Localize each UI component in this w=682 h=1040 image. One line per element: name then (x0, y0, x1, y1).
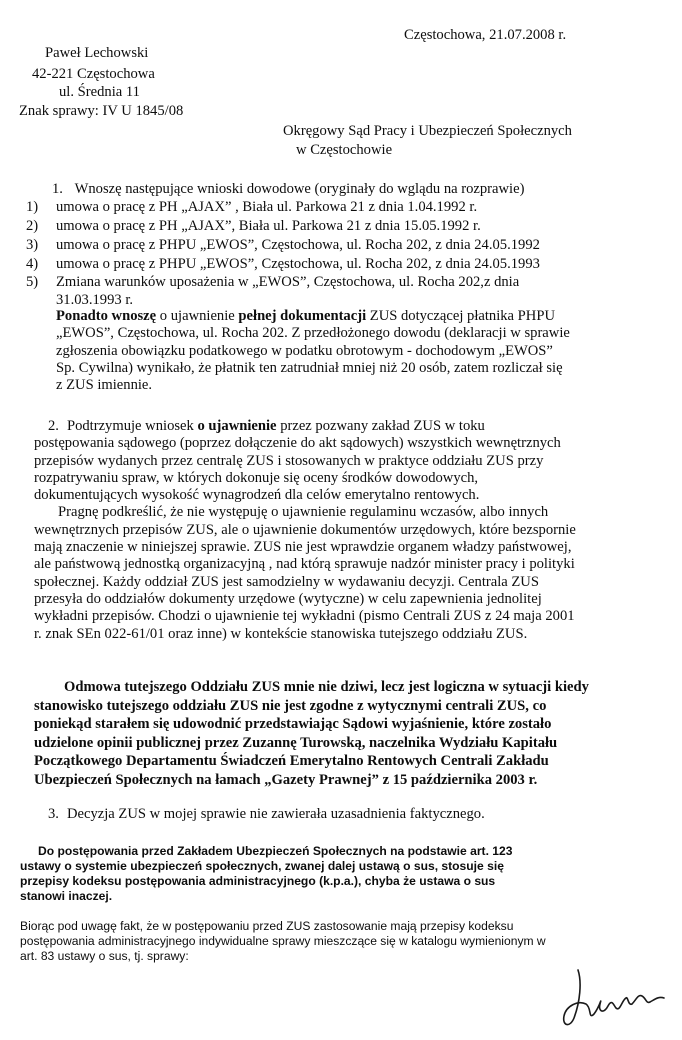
list-item-number: 1) (26, 199, 39, 215)
list-item: umowa o pracę z PHPU „EWOS”, Częstochowa, ul. Rocha 202, z dnia 24.05.1993 (56, 256, 540, 272)
section-3-paragraph (48, 806, 485, 823)
section-1-number: 1. (52, 181, 63, 197)
list-item: umowa o pracę z PH „AJAX” , Biała ul. Parkowa 21 z dnia 1.04.1992 r. (56, 199, 478, 215)
list-item-number: 3) (26, 237, 39, 253)
paragraph-line: dokumentujących wysokość wynagrodzeń dla celów emerytalno rentowych. (34, 487, 480, 504)
zus-refusal-paragraph (34, 678, 589, 790)
handwritten-signature (556, 962, 676, 1034)
paragraph-line: Biorąc pod uwagę fakt, że w postępowaniu przed ZUS zastosowanie mają przepisy kodeksu (20, 919, 514, 933)
text-run: o ujawnienie (156, 308, 239, 324)
paragraph-line: stanowisko tutejszego oddziału ZUS nie jest zgodne z wytycznymi centrali ZUS, co (34, 697, 547, 714)
paragraph-line: zgłoszenia obowiązku podatkowego w podatku obrotowym - dochodowym „EWOS” (56, 342, 553, 359)
paragraph-line: wewnętrznych przepisów ZUS, ale o ujawnienie dokumentów urzędowych, które bezspornie (34, 521, 576, 538)
paragraph-line: z ZUS imiennie. (56, 377, 153, 394)
court-city: w Częstochowie (296, 142, 393, 158)
sender-postcode-city: 42-221 Częstochowa (32, 66, 155, 82)
section-2-paragraph (34, 418, 576, 643)
paragraph-line: postępowania sądowego (poprzez dołączenie do akt sądowych) wszystkich wewnętrznych (34, 435, 561, 452)
document-date: Częstochowa, 21.07.2008 r. (404, 27, 567, 43)
section-3-text: Decyzja ZUS w mojej sprawie nie zawierała uzasadnienia faktycznego. (66, 806, 485, 822)
list-item: umowa o pracę z PHPU „EWOS”, Częstochowa, ul. Rocha 202, z dnia 24.05.1992 (56, 237, 540, 253)
legal-basis-quote (20, 844, 512, 904)
sender-name: Paweł Lechowski (45, 45, 149, 61)
quote-line: Do postępowania przed Zakładem Ubezpieczeń Społecznych na podstawie art. 123 (38, 844, 513, 858)
case-reference: Znak sprawy: IV U 1845/08 (19, 103, 184, 119)
list-item-number: 2) (26, 218, 39, 234)
quote-line: ustawy o systemie ubezpieczeń społecznych, zwanej dalej ustawą o sus, stosuje się (20, 859, 504, 873)
quote-line: stanowi inaczej. (20, 889, 113, 903)
paragraph-line: Sp. Cywilna) wynikało, że płatnik ten zatrudniał mniej niż 20 osób, zatem rozliczał się (56, 359, 563, 376)
paragraph-line: Ubezpieczeń Społecznych na łamach „Gazety Prawnej” z 15 października 2003 r. (34, 771, 538, 788)
paragraph-line: postępowania administracyjnego indywidualne sprawy mieszczące się w katalogu wymienionym w (20, 934, 546, 948)
full-documentation-emphasis: pełnej dokumentacji (238, 308, 367, 324)
paragraph-line: poniekąd starałem się udowodnić przedstawiając Sądowi wyjaśnienie, które zostało (34, 716, 552, 733)
list-item-number: 4) (26, 256, 39, 272)
paragraph-line: art. 83 ustawy o sus, tj. sprawy: (20, 949, 189, 963)
sender-street: ul. Średnia 11 (59, 84, 140, 100)
section-3-number: 3. (48, 806, 59, 822)
court-name: Okręgowy Sąd Pracy i Ubezpieczeń Społecznych (283, 123, 572, 139)
closing-paragraph (20, 919, 546, 964)
paragraph-line: rozpatrywaniu spraw, w których dokonuje się oceny środków dowodowych, (34, 469, 479, 486)
list-item-number: 5) (26, 274, 39, 290)
quote-line: przepisy kodeksu postępowania administracyjnego (k.p.a.), chyba że ustawa o sus (20, 874, 496, 888)
text-run: przez pozwany zakład ZUS w toku (276, 418, 485, 434)
section-1-heading (52, 181, 524, 198)
paragraph-line: Odmowa tutejszego Oddziału ZUS mnie nie dziwi, lecz jest logiczna w sytuacji kiedy (64, 679, 589, 695)
list-item-continuation: 31.03.1993 r. (56, 292, 134, 308)
paragraph-line: „EWOS”, Częstochowa, ul. Rocha 202. Z przedłożonego dowodu (deklaracji w sprawie (56, 325, 570, 342)
section-1-lead: Wnoszę następujące (74, 181, 194, 197)
paragraph-line: przesyła do oddziałów dokumenty urzędowe (wytyczne) w celu zapewnienia jednolitej (34, 590, 542, 607)
paragraph-line: r. znak SEn 022-61/01 oraz inne) w kontekście stanowiska tutejszego oddziału ZUS. (34, 625, 528, 642)
additional-request-paragraph (56, 308, 570, 394)
additional-request-lead: Ponadto wnoszę (56, 308, 157, 324)
disclosure-emphasis: o ujawnienie (197, 418, 277, 434)
list-item: umowa o pracę z PH „AJAX”, Biała ul. Parkowa 21 z dnia 15.05.1992 r. (56, 218, 481, 234)
paragraph-line: mają znaczenie w niniejszej sprawie. ZUS nie jest wprawdzie organem władzy państwowej, (34, 539, 572, 556)
list-item: Zmiana warunków uposażenia w „EWOS”, Częstochowa, ul. Rocha 202,z dnia (56, 274, 520, 290)
paragraph-line: udzielone opinii publicznej przez Zuzannę Turowską, naczelnika Wydziału Kapitału (34, 734, 558, 751)
paragraph-line: przepisów wydanych przez centralę ZUS i stosowanych w praktyce oddziału ZUS przy (34, 452, 544, 469)
paragraph-line: Początkowego Departamentu Świadczeń Emerytalno Rentowych Centrali Zakładu (34, 753, 549, 770)
text-run: ZUS dotyczącej płatnika PHPU (366, 308, 555, 324)
paragraph-line: wykładni przepisów. Chodzi o ujawnienie tej wykładni (pismo Centrali ZUS z 24 maja 2001 (34, 608, 575, 625)
text-run: Podtrzymuje wniosek (66, 418, 198, 434)
section-1-intro-rest: wnioski dowodowe (oryginały do wglądu na rozprawie) (193, 181, 525, 197)
paragraph-line: społecznej. Każdy oddział ZUS jest samodzielny w wydawaniu decyzji. Centrala ZUS (34, 573, 539, 590)
paragraph-line: Pragnę podkreślić, że nie występuję o ujawnienie regulaminu wczasów, albo innych (58, 504, 549, 521)
section-2-number: 2. (48, 418, 59, 434)
paragraph-line: ale państwową jednostką organizacyjną , nad którą sprawuje nadzór minister pracy i polityki (34, 556, 575, 573)
